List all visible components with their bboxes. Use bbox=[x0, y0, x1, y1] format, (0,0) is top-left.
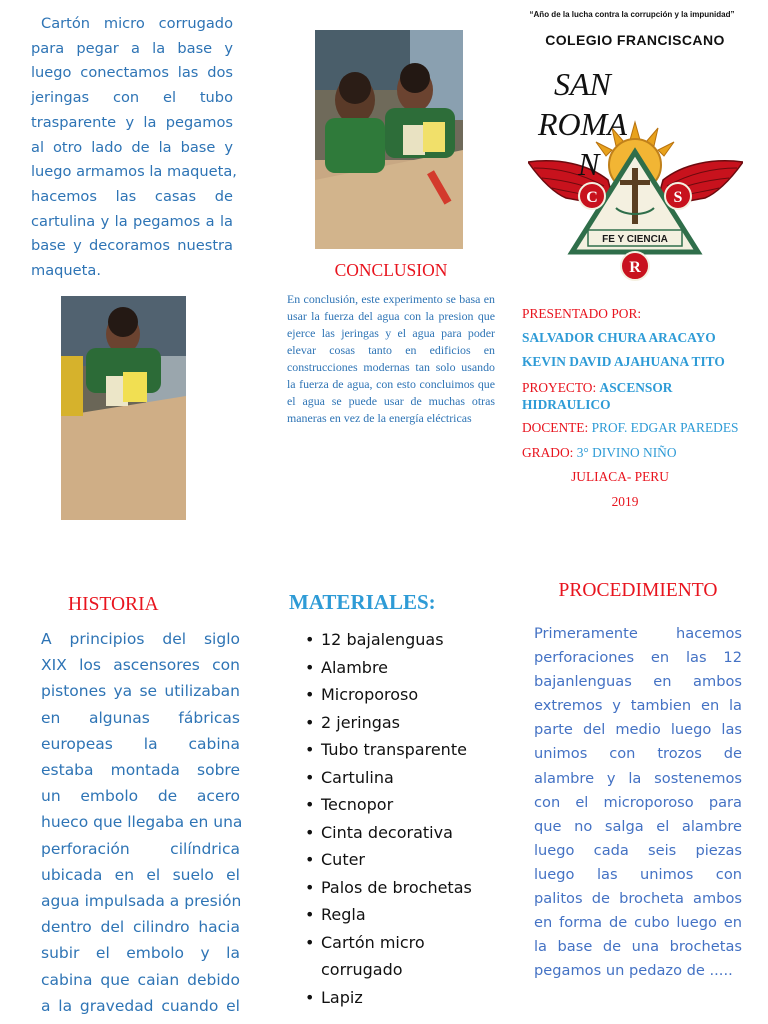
procedimiento-line: Primeramente hacemos bbox=[534, 625, 742, 642]
grade-label: GRADO: bbox=[522, 445, 574, 460]
saint-name-line-1: SAN bbox=[554, 66, 611, 102]
historia-line: cabina que caian debido bbox=[41, 970, 240, 989]
material-item: • Cartulina bbox=[303, 764, 503, 792]
historia-line: en algunas fábricas bbox=[41, 708, 240, 727]
logo-letter-bottom: R bbox=[629, 259, 641, 276]
student-2: KEVIN DAVID AJAHUANA TITO bbox=[522, 354, 725, 369]
project-value-line-1: ASCENSOR bbox=[599, 380, 673, 395]
historia-title: HISTORIA bbox=[68, 594, 159, 615]
material-item: • Palos de brochetas bbox=[303, 874, 503, 902]
procedimiento-paragraph bbox=[534, 622, 742, 983]
student-1: SALVADOR CHURA ARACAYO bbox=[522, 330, 716, 345]
material-item: • 2 jeringas bbox=[303, 709, 503, 737]
saint-name-line-3: N bbox=[578, 146, 600, 182]
teacher-value: PROF. EDGAR PAREDES bbox=[591, 420, 739, 435]
procedimiento-line: pegamos un pedazo de ..... bbox=[534, 962, 733, 980]
material-item: • Tubo transparente bbox=[303, 736, 503, 764]
intro-line: Cartón micro corrugado bbox=[41, 15, 233, 32]
grade-value: 3° DIVINO NIÑO bbox=[576, 445, 677, 460]
historia-line: dentro del cilindro hacia bbox=[41, 918, 240, 937]
conclusion-text: En conclusión, este experimento se basa en usar la fuerza del agua con la presion que ejerce las jeringas y el agua para poder elevar cosas tanto en edificios en construcciones modernas tan solo usando la fuerza de agua, con esto concluimos que el agua se puede usar de muchas otras maneras en vez de la energía eléctricas bbox=[287, 292, 495, 425]
intro-line: trasparente y la pegamos bbox=[31, 113, 233, 131]
project-label: PROYECTO: bbox=[522, 380, 597, 395]
presented-label: PRESENTADO POR: bbox=[522, 306, 642, 321]
intro-line: para pegar a la base y bbox=[31, 39, 233, 57]
procedimiento-line: que no salga el alambre bbox=[534, 817, 742, 835]
intro-line: base y decoramos nuestra bbox=[31, 237, 233, 255]
procedimiento-line: palitos de brocheta ambos bbox=[534, 890, 742, 908]
year: 2019 bbox=[611, 494, 639, 509]
motto: “Año de la lucha contra la corrupción y la impunidad” bbox=[529, 10, 735, 19]
procedimiento-line: unimos con trozos de bbox=[534, 745, 742, 763]
materials-list bbox=[303, 626, 503, 1011]
school-name: COLEGIO FRANCISCANO bbox=[545, 32, 725, 48]
logo-letter-right: S bbox=[673, 189, 683, 206]
place: JULIACA- PERU bbox=[571, 469, 669, 484]
material-item: • Tecnopor bbox=[303, 791, 503, 819]
procedimiento-line: luego las unimos con bbox=[534, 865, 742, 883]
historia-line: XIX los ascensores con bbox=[41, 656, 240, 675]
intro-line: al otro lado de la base y bbox=[31, 138, 233, 156]
procedimiento-title: PROCEDIMIENTO bbox=[558, 580, 718, 601]
material-item: • Lapiz bbox=[303, 984, 503, 1012]
procedimiento-line: alambre y la sostenemos bbox=[534, 769, 742, 787]
school-saint-name bbox=[538, 64, 658, 184]
students-photo-top bbox=[315, 30, 463, 249]
material-item: • Regla bbox=[303, 901, 503, 929]
material-item: • Cartón micro corrugado bbox=[303, 929, 446, 984]
material-item: • Cinta decorativa bbox=[303, 819, 503, 847]
procedimiento-line: con el microporoso para bbox=[534, 793, 742, 811]
procedimiento-line: extremos y tambien en la bbox=[534, 697, 742, 715]
conclusion-title: CONCLUSION bbox=[334, 260, 448, 280]
students-photo-bottom-image bbox=[61, 296, 186, 520]
logo-letter-left: C bbox=[586, 189, 598, 206]
intro-line: maqueta. bbox=[31, 262, 101, 280]
historia-line: perforación cilíndrica bbox=[41, 839, 240, 858]
saint-name-line-2: ROMA bbox=[538, 106, 627, 142]
project-row bbox=[522, 379, 762, 413]
intro-paragraph bbox=[31, 12, 237, 284]
procedimiento-line: luego cada seis piezas bbox=[534, 841, 742, 859]
historia-line: agua impulsada a presión bbox=[41, 892, 242, 911]
intro-line: luego conectamos las dos bbox=[31, 64, 233, 82]
materiales-title: MATERIALES: bbox=[289, 590, 436, 614]
procedimiento-line: parte del medio luego las bbox=[534, 721, 742, 739]
procedimiento-line: bajanlenguas en ambos bbox=[534, 673, 742, 691]
material-item: • 12 bajalenguas bbox=[303, 626, 503, 654]
historia-line: europeas la cabina bbox=[41, 734, 240, 753]
material-item: • Cuter bbox=[303, 846, 503, 874]
procedimiento-line: en forma de cubo luego en bbox=[534, 914, 742, 932]
historia-line: a la gravedad cuando el bbox=[41, 996, 240, 1015]
intro-line: hacemos las casas de bbox=[31, 187, 233, 205]
historia-line: subir el embolo y la bbox=[41, 944, 240, 963]
intro-line: luego armamos la maqueta, bbox=[31, 163, 237, 181]
students-photo-top-image bbox=[315, 30, 463, 249]
teacher-row bbox=[522, 420, 738, 436]
intro-line: cartulina y la pegamos a la bbox=[31, 212, 233, 230]
procedimiento-line: la base de una brochetas bbox=[534, 938, 742, 956]
project-value-line-2: HIDRAULICO bbox=[522, 397, 611, 412]
historia-line: un embolo de acero bbox=[41, 787, 240, 806]
intro-line: jeringas con el tubo bbox=[31, 89, 233, 107]
historia-line: pistones ya se utilizaban bbox=[41, 682, 240, 701]
students-photo-bottom bbox=[61, 296, 186, 520]
teacher-label: DOCENTE: bbox=[522, 420, 589, 435]
logo-banner: FE Y CIENCIA bbox=[602, 234, 668, 245]
material-item: • Alambre bbox=[303, 654, 503, 682]
historia-line: hueco que llegaba en una bbox=[41, 813, 243, 832]
historia-line: ubicada en el suelo el bbox=[41, 865, 240, 884]
grade-row bbox=[522, 445, 677, 461]
procedimiento-line: perforaciones en las 12 bbox=[534, 649, 742, 667]
historia-line: A principios del siglo bbox=[41, 630, 240, 648]
historia-paragraph bbox=[41, 626, 243, 1019]
material-item: • Microporoso bbox=[303, 681, 503, 709]
historia-line: estaba montada sobre bbox=[41, 761, 240, 780]
